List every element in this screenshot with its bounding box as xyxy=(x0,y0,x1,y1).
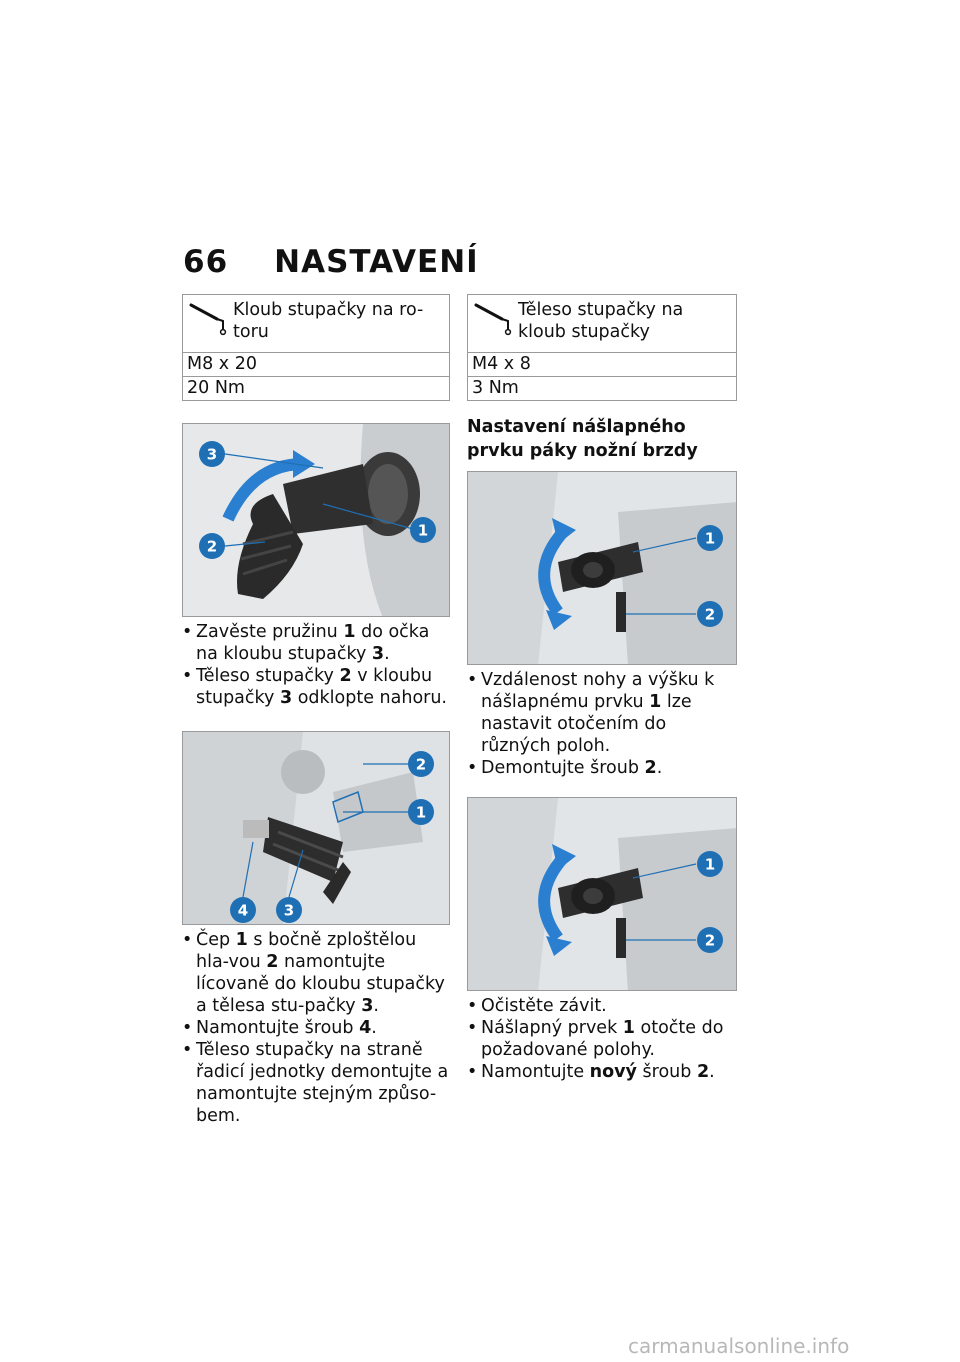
watermark: carmanualsonline.info xyxy=(628,1334,850,1358)
callout-1-label: 1 xyxy=(415,803,427,822)
spec-torque: 3 Nm xyxy=(468,377,737,401)
list-item: • Vzdálenost nohy a výšku k nášlapnému prvku 1 lze nastavit otočením do různých poloh. xyxy=(467,669,737,757)
figure-footpeg-joint xyxy=(182,423,450,617)
callout-3-label: 3 xyxy=(206,445,218,464)
list-item: • Čep 1 s bočně zploštělou hla-vou 2 namontujte lícovaně do kloubu stupačky a tělesa stu-pačky 3. xyxy=(182,929,450,1017)
list-item: • Těleso stupačky 2 v kloubu stupačky 3 odklopte nahoru. xyxy=(182,665,450,709)
spec-size: M8 x 20 xyxy=(183,353,450,377)
steps-list-2 xyxy=(182,929,450,1127)
list-item: • Demontujte šroub 2. xyxy=(467,757,737,779)
right-column xyxy=(467,294,737,1083)
section-title: NASTAVENÍ xyxy=(274,244,479,280)
section-subheading: Nastavení nášlapného prvku páky nožní brzdy xyxy=(467,417,698,461)
callout-1-label: 1 xyxy=(417,521,429,540)
callout-2-label: 2 xyxy=(704,931,716,950)
steps-list-3 xyxy=(467,669,737,779)
list-item: • Těleso stupačky na straně řadicí jednotky demontujte a namontujte stejným způso-bem. xyxy=(182,1039,450,1127)
list-item: • Zavěste pružinu 1 do očka na kloubu stupačky 3. xyxy=(182,621,450,665)
spec-title-line1: Kloub stupačky na ro- xyxy=(233,300,424,320)
callout-4-label: 4 xyxy=(237,901,249,920)
spec-header-cell xyxy=(183,295,450,353)
callout-2-label: 2 xyxy=(206,537,218,556)
torque-wrench-icon xyxy=(187,299,233,337)
list-item: • Nášlapný prvek 1 otočte do požadované polohy. xyxy=(467,1017,737,1061)
list-item: • Namontujte šroub 4. xyxy=(182,1017,450,1039)
figure-brake-pedal-rotate xyxy=(467,797,737,991)
figure-pin-mounting xyxy=(182,731,450,925)
page-number: 66 xyxy=(183,244,229,280)
figure-brake-pedal-adjust xyxy=(467,471,737,665)
callout-2-label: 2 xyxy=(415,755,427,774)
torque-spec-table xyxy=(467,294,737,401)
callout-1-label: 1 xyxy=(704,855,716,874)
list-item: • Očistěte závit. xyxy=(467,995,737,1017)
left-column xyxy=(182,294,450,1127)
spec-title-line1: Těleso stupačky na xyxy=(518,300,684,320)
spec-title-line2: toru xyxy=(233,322,269,342)
callout-1-label: 1 xyxy=(704,529,716,548)
callout-2-label: 2 xyxy=(704,605,716,624)
spec-title-line2: kloub stupačky xyxy=(518,322,650,342)
spec-header-cell xyxy=(468,295,737,353)
spec-torque: 20 Nm xyxy=(183,377,450,401)
steps-list-1 xyxy=(182,621,450,709)
list-item: • Namontujte nový šroub 2. xyxy=(467,1061,737,1083)
torque-wrench-icon xyxy=(472,299,518,337)
spec-size: M4 x 8 xyxy=(468,353,737,377)
steps-list-4 xyxy=(467,995,737,1083)
torque-spec-table xyxy=(182,294,450,401)
page-header xyxy=(183,244,479,280)
callout-3-label: 3 xyxy=(283,901,295,920)
